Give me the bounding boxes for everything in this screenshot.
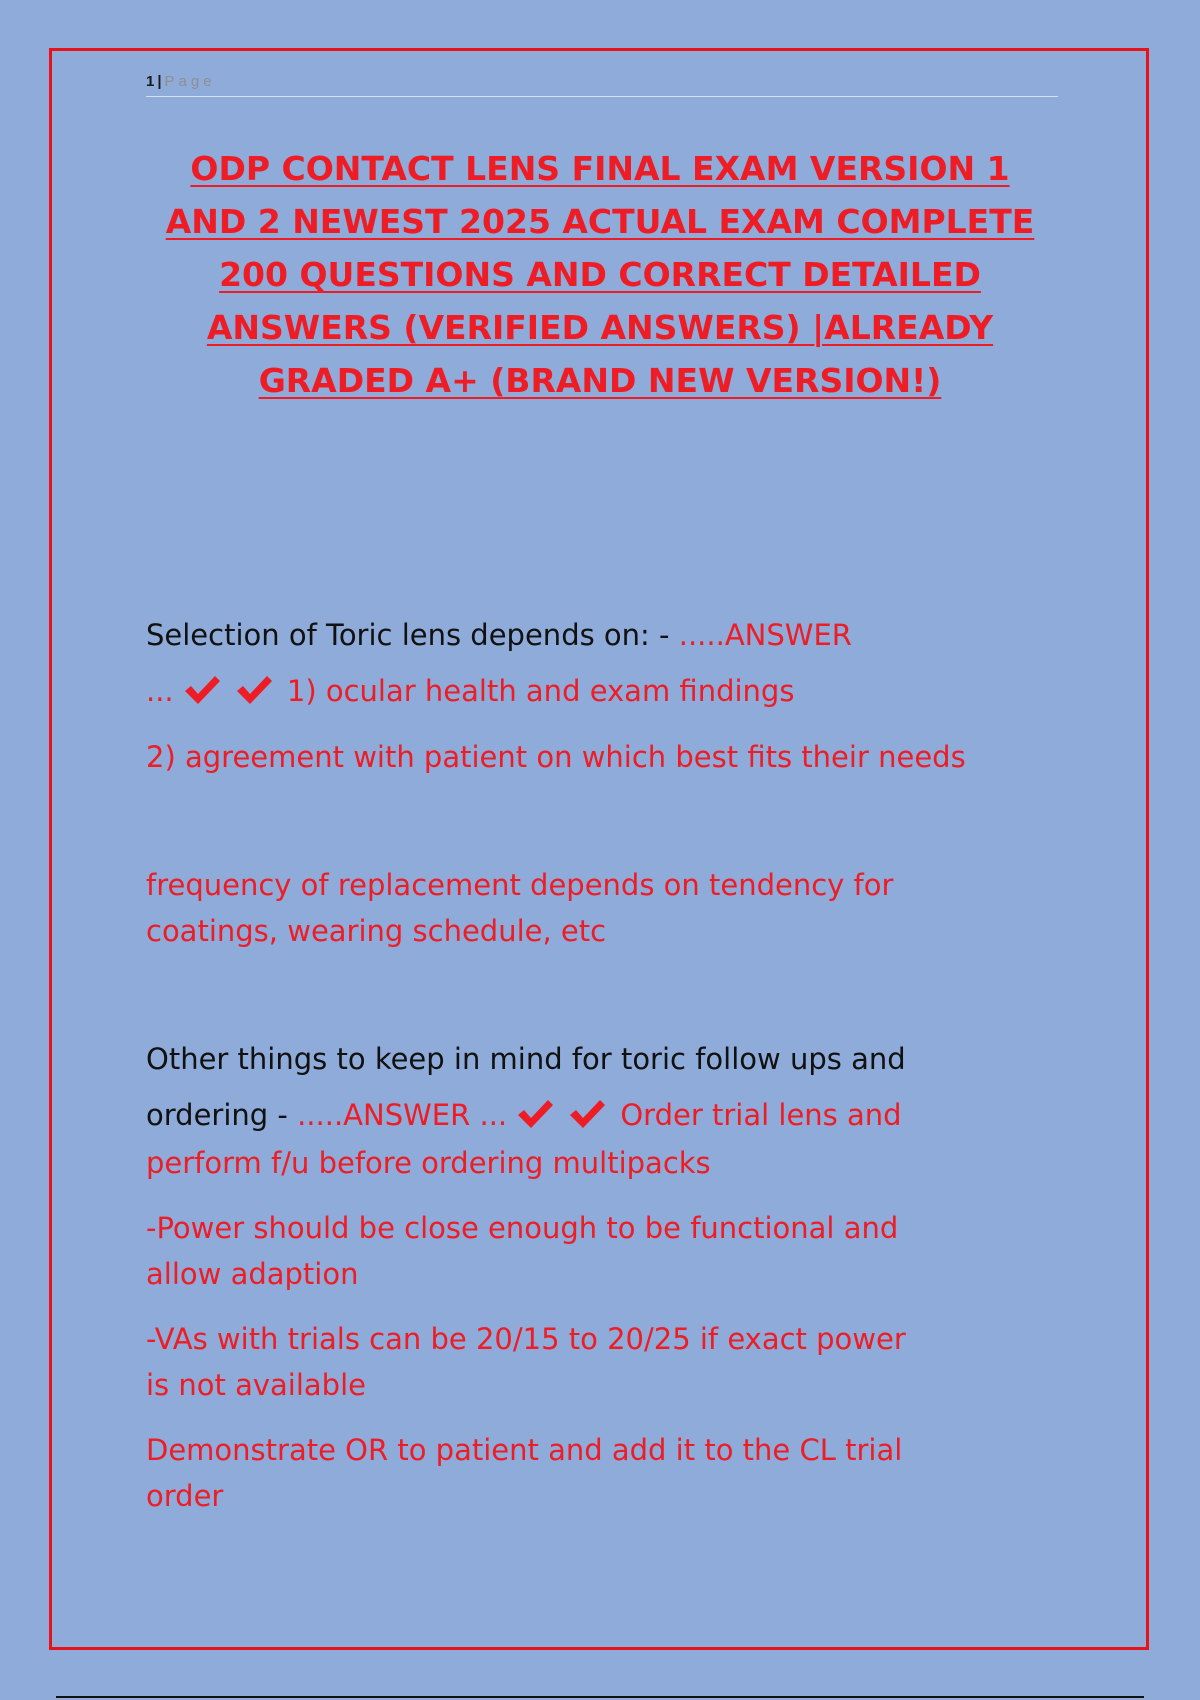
page-header	[146, 70, 1058, 97]
answer-1-line-4: coatings, wearing schedule, etc	[146, 914, 607, 948]
answer-1-text-1: 1) ocular health and exam findings	[286, 674, 795, 708]
answer-2-text-1: Order trial lens and	[620, 1098, 902, 1132]
answer-2-line-5: -VAs with trials can be 20/15 to 20/25 if exact power	[146, 1322, 906, 1356]
document-title	[130, 142, 1070, 407]
answer-marker: .....ANSWER	[678, 618, 852, 652]
page-label: Page	[164, 73, 216, 90]
answer-2-line-4: allow adaption	[146, 1257, 359, 1291]
page-number: 1	[146, 73, 155, 90]
page-separator: |	[157, 73, 162, 90]
title-line-4: ANSWERS (VERIFIED ANSWERS) |ALREADY	[206, 308, 994, 347]
answer-1-line-3: frequency of replacement depends on tendency for	[146, 868, 894, 902]
answer-marker: .....ANSWER ...	[297, 1098, 508, 1132]
bottom-divider	[56, 1696, 1144, 1698]
check-mark-icon	[235, 673, 273, 707]
answer-2-line-7: Demonstrate OR to patient and add it to the CL trial	[146, 1433, 903, 1467]
check-mark-icon	[183, 673, 221, 707]
question-2-line-1: Other things to keep in mind for toric follow ups and	[146, 1042, 906, 1076]
answer-2-line-6: is not available	[146, 1368, 366, 1402]
answer-2-line-2: perform f/u before ordering multipacks	[146, 1146, 711, 1180]
answer-1-line-1	[146, 668, 1066, 714]
answer-1-line-2: 2) agreement with patient on which best fits their needs	[146, 740, 966, 774]
question-2-text: ordering -	[146, 1098, 298, 1132]
title-line-2: AND 2 NEWEST 2025 ACTUAL EXAM COMPLETE	[165, 202, 1035, 241]
answer-2-line-3: -Power should be close enough to be functional and	[146, 1211, 899, 1245]
check-mark-icon	[568, 1097, 606, 1131]
answer-2-line-8: order	[146, 1479, 224, 1513]
title-line-3: 200 QUESTIONS AND CORRECT DETAILED	[219, 255, 981, 294]
question-1-text: Selection of Toric lens depends on: -	[146, 618, 679, 652]
question-2-line-2	[146, 1092, 1066, 1138]
check-mark-icon	[516, 1097, 554, 1131]
title-line-1: ODP CONTACT LENS FINAL EXAM VERSION 1	[190, 149, 1010, 188]
question-1	[146, 612, 1066, 658]
answer-ellipsis: ...	[146, 674, 174, 708]
title-line-5: GRADED A+ (BRAND NEW VERSION!)	[258, 361, 942, 400]
